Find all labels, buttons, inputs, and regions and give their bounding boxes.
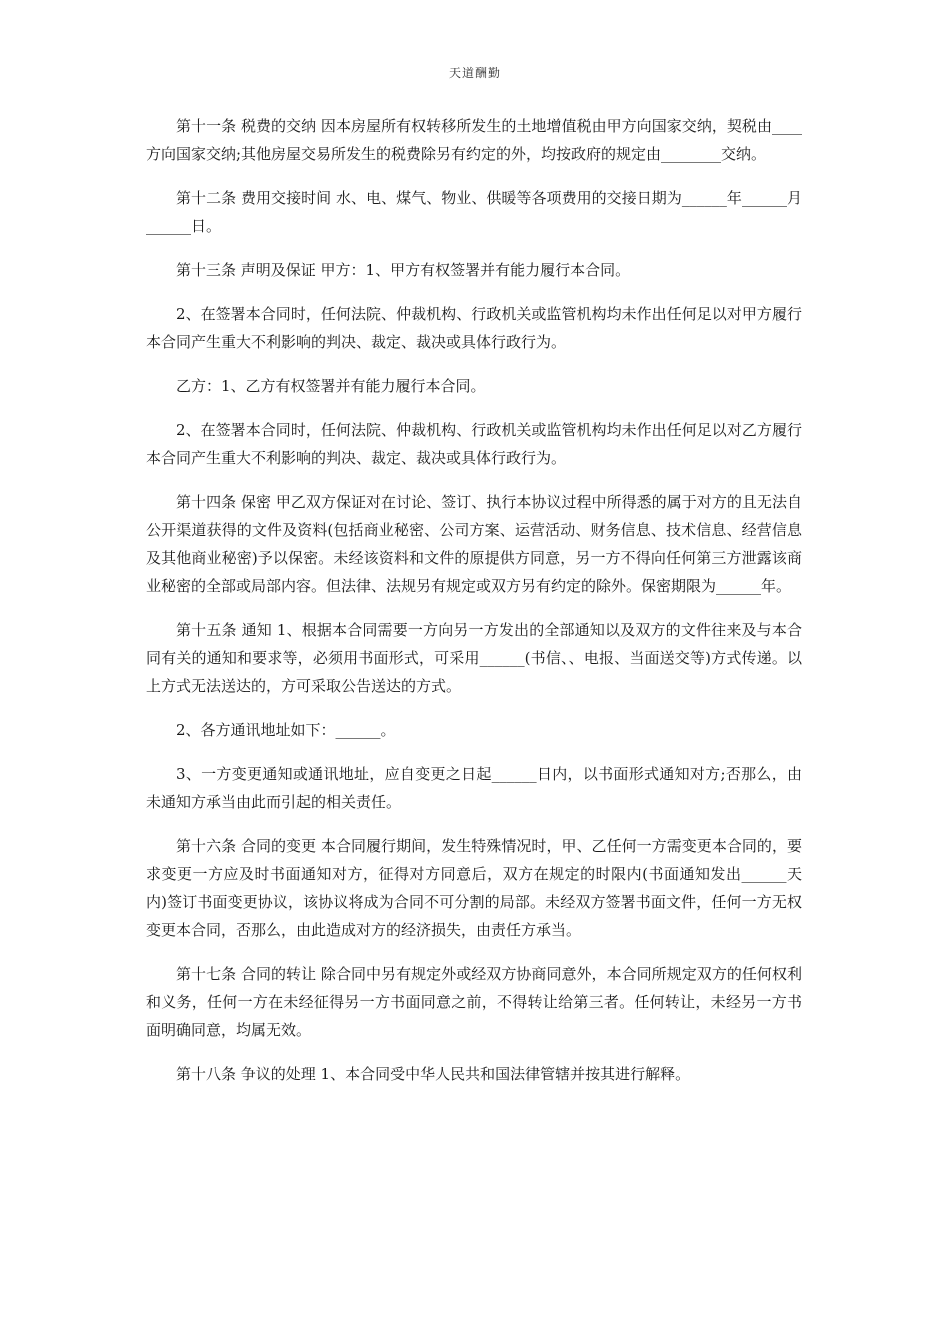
clause-13-party-a-guarantee: 2、在签署本合同时，任何法院、仲裁机构、行政机关或监管机构均未作出任何足以对甲方履行本合同产生重大不利影响的判决、裁定、裁决或具体行政行为。 (146, 305, 802, 351)
clause-12-fee-handover: 第十二条 费用交接时间 水、电、煤气、物业、供暖等各项费用的交接日期为______年______月______日。 (146, 189, 802, 235)
page-header: 天道酬勤 (448, 66, 501, 80)
clause-13-party-a-statement: 第十三条 声明及保证 甲方：1、甲方有权签署并有能力履行本合同。 (176, 261, 631, 279)
clause-13-party-b-statement: 乙方：1、乙方有权签署并有能力履行本合同。 (176, 377, 486, 395)
clause-15-addresses: 2、各方通讯地址如下：______。 (176, 721, 396, 739)
clause-11-tax: 第十一条 税费的交纳 因本房屋所有权转移所发生的土地增值税由甲方向国家交纳，契税由____方向国家交纳;其他房屋交易所发生的税费除另有约定的外，均按政府的规定由________交纳。 (146, 117, 802, 163)
clause-17-assignment: 第十七条 合同的转让 除合同中另有规定外或经双方协商同意外，本合同所规定双方的任何权利和义务，任何一方在未经征得另一方书面同意之前，不得转让给第三者。任何转让，未经另一方书面明确同意，均属无效。 (146, 965, 802, 1039)
clause-13-party-b-guarantee: 2、在签署本合同时，任何法院、仲裁机构、行政机关或监管机构均未作出任何足以对乙方履行本合同产生重大不利影响的判决、裁定、裁决或具体行政行为。 (146, 421, 802, 467)
clause-15-address-change: 3、一方变更通知或通讯地址，应自变更之日起______日内，以书面形式通知对方;否那么，由未通知方承当由此而引起的相关责任。 (146, 765, 802, 811)
document-body (146, 112, 802, 1104)
clause-16-modification: 第十六条 合同的变更 本合同履行期间，发生特殊情况时，甲、乙任何一方需变更本合同的，要求变更一方应及时书面通知对方，征得对方同意后，双方在规定的时限内(书面通知发出______天内)签订书面变更协议，该协议将成为合同不可分割的局部。未经双方签署书面文件，任何一方无权变更本合同，否那么，由此造成对方的经济损失，由责任方承当。 (146, 837, 802, 939)
clause-18-dispute: 第十八条 争议的处理 1、本合同受中华人民共和国法律管辖并按其进行解释。 (176, 1065, 691, 1083)
clause-14-confidentiality: 第十四条 保密 甲乙双方保证对在讨论、签订、执行本协议过程中所得悉的属于对方的且无法自公开渠道获得的文件及资料(包括商业秘密、公司方案、运营活动、财务信息、技术信息、经营信息及其他商业秘密)予以保密。未经该资料和文件的原提供方同意，另一方不得向任何第三方泄露该商业秘密的全部或局部内容。但法律、法规另有规定或双方另有约定的除外。保密期限为______年。 (146, 493, 802, 595)
clause-15-notice: 第十五条 通知 1、根据本合同需要一方向另一方发出的全部通知以及双方的文件往来及与本合同有关的通知和要求等，必须用书面形式，可采用______(书信、、电报、当面送交等)方式传递。以上方式无法送达的，方可采取公告送达的方式。 (146, 621, 802, 695)
